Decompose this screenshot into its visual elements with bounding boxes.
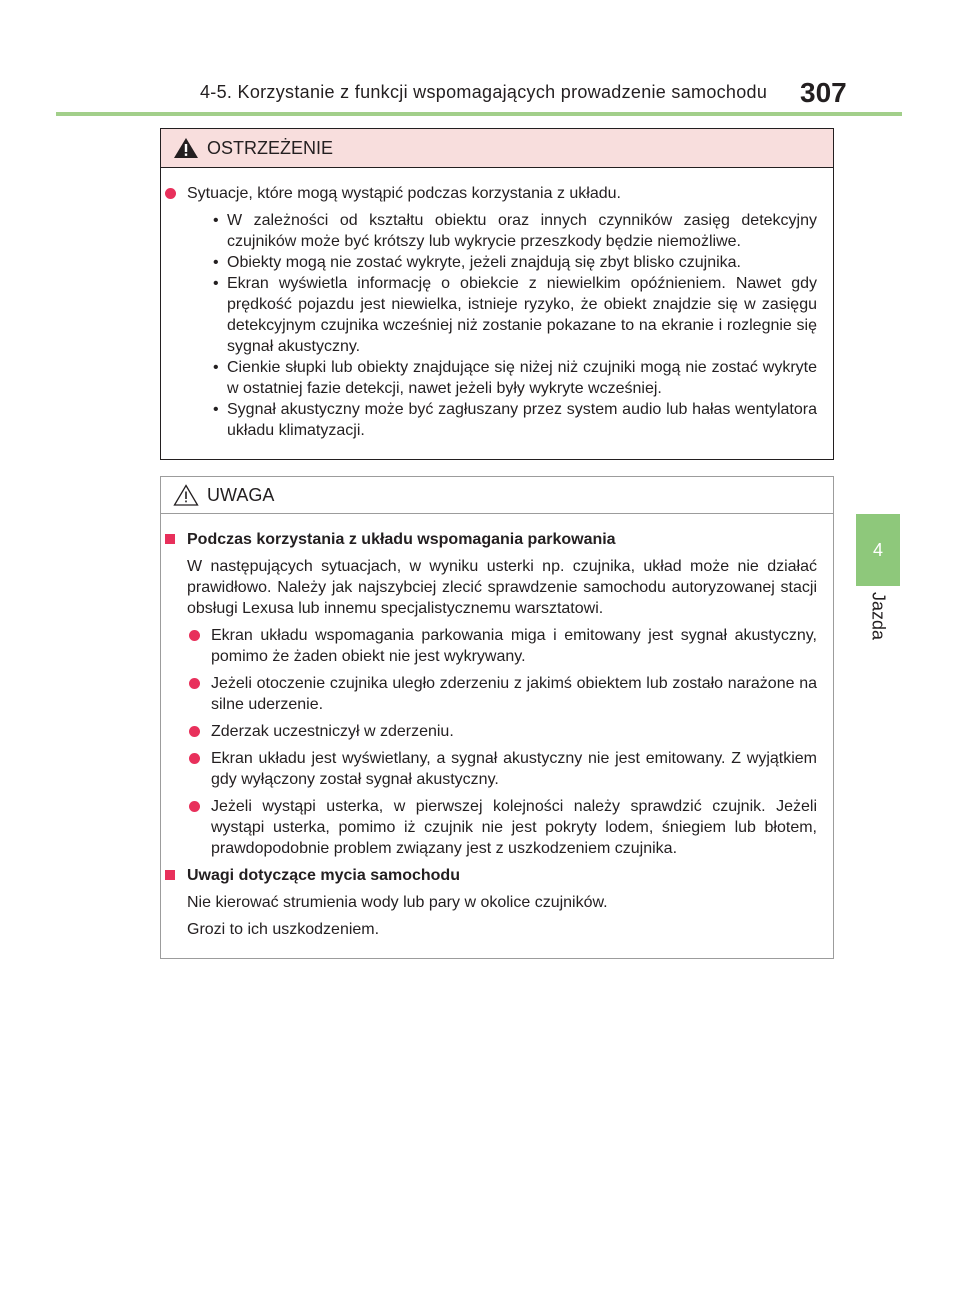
warning-title: OSTRZEŻENIE xyxy=(207,137,334,158)
warning-bullet: • Sygnał akustyczny może być zagłuszany przez system audio lub hałas wentylatora układu klimatyzacji. xyxy=(211,399,817,441)
notice-item xyxy=(211,748,817,790)
notice-item xyxy=(211,625,817,667)
notice-section-heading xyxy=(187,529,817,550)
notice-section2-heading: Uwagi dotyczące mycia samochodu xyxy=(187,867,460,884)
warning-bullet-list xyxy=(211,210,817,441)
notice-header xyxy=(161,477,833,514)
warning-header xyxy=(161,129,833,168)
notice-item xyxy=(211,721,817,742)
warning-box xyxy=(160,128,834,460)
bullet-dot-icon xyxy=(189,801,200,812)
notice-item xyxy=(211,796,817,859)
notice-item-text: Jeżeli wystąpi usterka, w pierwszej kolejności należy sprawdzić czujnik. Jeżeli wystąpi usterka, pomimo iż czujnik nie jest pokryty lodem, śniegiem lub błotem, prawdopodobnie problem związany jest z uszkodzeniem czujnika. xyxy=(211,798,817,857)
chapter-tab xyxy=(856,514,900,586)
notice-section1-heading: Podczas korzystania z układu wspomagania parkowania xyxy=(187,531,616,548)
notice-content xyxy=(161,529,833,940)
bullet-dot-icon xyxy=(189,678,200,689)
caution-triangle-icon xyxy=(173,484,199,506)
page-number: 307 xyxy=(800,77,847,108)
warning-bullet: • Cienkie słupki lub obiekty znajdujące się niżej niż czujniki mogą nie zostać wykryte w ostatniej fazie detekcji, nawet jeżeli były wykryte wcześniej. xyxy=(211,357,817,399)
page-header-title: 4-5. Korzystanie z funkcji wspomagających prowadzenie samochodu xyxy=(200,82,768,102)
warning-bullet: • Obiekty mogą nie zostać wykryte, jeżeli znajdują się zbyt blisko czujnika. xyxy=(211,252,817,273)
notice-item-text: Jeżeli otoczenie czujnika uległo zderzeniu z jakimś obiektem lub zostało narażone na silne uderzenie. xyxy=(211,675,817,713)
bullet-dot-icon xyxy=(189,726,200,737)
bullet-dot-icon xyxy=(189,630,200,641)
notice-item-text: Ekran układu wspomagania parkowania miga i emitowany jest sygnał akustyczny, pomimo że żaden obiekt nie jest wykrywany. xyxy=(211,627,817,665)
warning-content xyxy=(161,183,833,441)
warning-bullet: • Ekran wyświetla informację o obiekcie z niewielkim opóźnieniem. Nawet gdy prędkość pojazdu jest niewielka, istnieje ryzyko, że obiekt znajdzie się w zasięgu detekcyjnym czujnika wcześniej niż zostanie pokazane to na ekranie i rozlegnie się sygnał akustyczny. xyxy=(211,273,817,357)
notice-item xyxy=(211,673,817,715)
notice-section2-line1: Nie kierować strumienia wody lub pary w okolice czujników. xyxy=(187,894,608,911)
warning-triangle-icon xyxy=(173,137,199,159)
header-divider xyxy=(56,112,902,116)
section-square-icon xyxy=(165,870,175,880)
notice-title: UWAGA xyxy=(207,484,275,505)
warning-item-text: Sytuacje, które mogą wystąpić podczas korzystania z układu. xyxy=(187,185,621,202)
warning-item xyxy=(187,183,817,204)
notice-item-text: Zderzak uczestniczył w zderzeniu. xyxy=(211,723,454,740)
bullet-dot-icon xyxy=(189,753,200,764)
section-square-icon xyxy=(165,534,175,544)
bullet-dot-icon xyxy=(165,188,176,199)
notice-section-heading xyxy=(187,865,817,886)
chapter-tab-number: 4 xyxy=(872,539,883,560)
warning-bullet: • W zależności od kształtu obiektu oraz innych czynników zasięg detekcyjny czujników może być krótszy lub wykrycie przeszkody będzie niemożliwe. xyxy=(211,210,817,252)
chapter-label: Jazda xyxy=(868,592,889,641)
notice-item-text: Ekran układu jest wyświetlany, a sygnał akustyczny nie jest emitowany. Z wyjątkiem gdy wyłączony został sygnał akustyczny. xyxy=(211,750,817,788)
notice-section2-line2: Grozi to ich uszkodzeniem. xyxy=(187,921,380,938)
notice-section1-intro: W następujących sytuacjach, w wyniku usterki np. czujnika, układ może nie działać prawidłowo. Należy jak najszybciej zlecić sprawdzenie samochodu autoryzowanej stacji obsługi Lexusa lub innemu specjalistycznemu warsztatowi. xyxy=(187,558,817,617)
notice-box xyxy=(160,476,834,959)
